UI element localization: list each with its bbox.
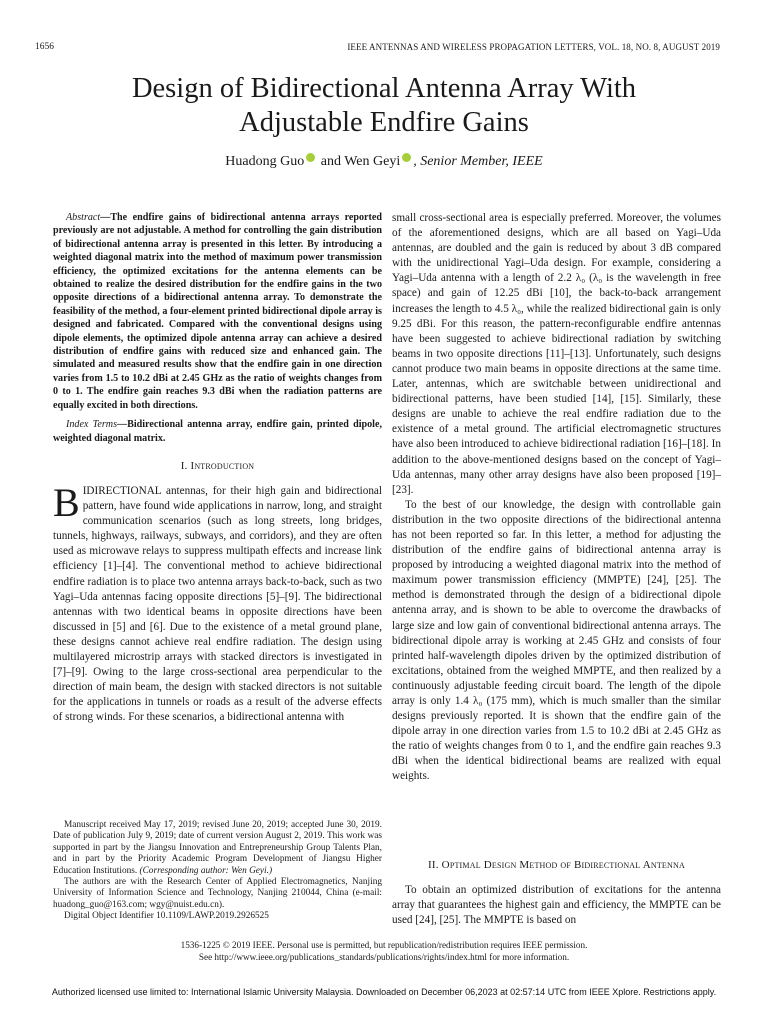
footnote-manuscript	[53, 820, 382, 877]
index-terms-label: Index Terms	[66, 419, 117, 431]
index-terms	[53, 418, 382, 445]
copyright-line-2: See http://www.ieee.org/publications_standards/publications/rights/index.html for more information.	[198, 951, 570, 962]
intro-paragraph-2: To the best of our knowledge, the design with controllable gain distribution in the two opposite directions of the bidirectional antenna has not been reported so far. In this letter, a method for adjusting the distribution of the endfire gains of bidirectional antenna array is proposed by introducing a weighted diagonal matrix into the method of maximum power transmission efficiency (MMPTE) [24], [25]. The method is demonstrated through the design of a bidirectional dipole antenna array, and is shown to be able to overcome the drawbacks of large size and low gain of conventional bidirectional antenna arrays. The bidirectional dipole array is working at 2.45 GHz and consists of four printed half-wavelength dipoles driven by the optimized distribution of excitations, obtained from the weighed MMPTE, and then realized by a continuously adjustable feeding circuit board. The length of the dipole array is only 1.4 λ₀ (175 mm), which is much smaller than the similar designs previously reported. It is shown that the endfire gain of the dipole array in one direction varies from 1.5 to 10.2 dBi at 2.45 GHz as the ratio of weights changes from 0 to 1, and the endfire gain reaches 9.3 dBi when the identical bidirectional beams are realized with equal weights.	[392, 498, 721, 783]
paper-title	[40, 72, 728, 140]
left-column	[53, 211, 382, 726]
section-2-paragraph-1: To obtain an optimized distribution of excitations for the antenna array that guarantees the highest gain and efficiency, the MMPTE can be used [24], [25]. The MMPTE is based on	[392, 884, 721, 927]
section-title: Optimal Design Method of Bidirectional Antenna	[441, 859, 685, 871]
footnote	[53, 820, 382, 923]
orcid-icon[interactable]	[306, 153, 315, 162]
author-name-2: and Wen Geyi	[320, 154, 401, 169]
copyright-line-1: 1536-1225 © 2019 IEEE. Personal use is permitted, but republication/redistribution requires IEEE permission.	[180, 940, 588, 950]
download-notice: Authorized licensed use limited to: International Islamic University Malaysia. Downloaded on December 06,2023 at 02:57:14 UTC from IEEE Xplore. Restrictions apply.	[51, 987, 717, 997]
abstract-text: —The endfire gains of bidirectional antenna arrays reported previously are not adjustable. A method for controlling the gain distribution of bidirectional antenna array is presented in this letter. By introducing a weighted diagonal matrix into the method of maximum power transmission efficiency, the optimized excitations for the antenna elements can be obtained to realize the desired distribution for the endfire gains in the two opposite directions of a bidirectional antenna array. To demonstrate the feasibility of the method, a four-element printed bidirectional dipole array is designed and fabricated. Compared with the conventional designs using dipole elements, the optimized dipole antenna array can achieve a desired distribution of endfire gains with reduced size and enhanced gain. The simulated and measured results show that the endfire gain in one direction varies from 1.5 to 10.2 dBi at 2.45 GHz as the ratio of weights changes from 0 to 1. The endfire gain reaches 9.3 dBi when the radiation patterns are equally excited in both directions.	[53, 212, 382, 411]
abstract	[53, 211, 382, 412]
section-heading-optimal-design	[392, 858, 721, 873]
orcid-icon[interactable]	[402, 153, 411, 162]
intro-paragraph-1-continued: small cross-sectional area is especially preferred. Moreover, the volumes of the aforementioned designs, which are all based on Yagi–Uda antennas, are doubled and the gain is reduced by about 3 dB compared with the unidirectional Yagi–Uda design. For example, considering a Yagi–Uda antenna with a length of 2.2 λ₀ (λ₀ is the wavelength in free space) and gain of 12.25 dBi [10], the back-to-back arrangement increases the length to 4.5 λ₀, while the realized bidirectional gain is only 9.25 dBi. For this reason, the pattern-reconfigurable endfire antennas have been suggested to achieve bidirectional radiation by switching beams in two opposite directions [11]–[13]. Unfortunately, such designs cannot produce two main beams in opposite directions at the same time. Later, antennas, which are switchable between unidirectional and bidirectional patterns, have been studied [14], [15]. Similarly, these designs are unable to achieve the real endfire radiation due to the existence of a metal ground. The artificial electromagnetic structures have also been introduced to achieve bidirectional radiation [16]–[18]. In addition to the above-mentioned designs based on the concept of Yagi–Uda antennas, many other array designs have also been proposed [19]–[23].	[392, 212, 721, 496]
abstract-label: Abstract	[66, 212, 101, 223]
running-header: IEEE ANTENNAS AND WIRELESS PROPAGATION LETTERS, VOL. 18, NO. 8, AUGUST 2019	[347, 42, 720, 52]
intro-paragraph-1-text: IDIRECTIONAL antennas, for their high gain and bidirectional pattern, have found wide applications in narrow, long, and straight communication scenarios (such as long streets, long bridges, tunnels, highways, railways, subways, and corridors), and they are often used as microwave relays to suppress multipath effects and increase link efficiency [1]–[4]. The conventional method to achieve bidirectional endfire radiation is to place two antenna arrays back-to-back, such as two Yagi–Uda antennas facing opposite directions [5]–[9]. The bidirectional antennas with two identical beams in opposite directions have been discussed in [5] and [6]. Due to the existence of a metal ground plane, these designs cannot achieve real endfire radiation. The design using multilayered microstrip arrays with stacked directors is investigated in [7]–[9]. Owing to the large cross-sectional area perpendicular to the direction of main beam, the design with stacked directors is not suitable for the applications in tunnels or roads as a result of the adverse effects of strong winds. For these scenarios, a bidirectional antenna with	[53, 485, 382, 724]
author-affiliation-title: , Senior Member, IEEE	[413, 154, 543, 169]
footnote-affiliation: The authors are with the Research Center of Applied Electromagnetics, Nanjing University of Information Science and Technology, Nanjing 210044, China (e-mail: huadong_guo@163.com; wgy@nuist.edu.cn).	[53, 877, 382, 910]
intro-paragraph-1	[53, 480, 382, 726]
index-terms-text: —Bidirectional antenna array, endfire gain, printed dipole, weighted diagonal matrix.	[53, 419, 382, 444]
footnote-manuscript-text: Manuscript received May 17, 2019; revised June 20, 2019; accepted June 30, 2019. Date of publication July 9, 2019; date of current version August 2, 2019. This work was supported in part by the Jiangsu Innovation and Entrepreneurship Group Talents Plan, and in part by the Priority Academic Program Development of Jiangsu Higher Education Institutions.	[53, 820, 382, 876]
footnote-corresponding: (Corresponding author: Wen Geyi.)	[137, 865, 273, 876]
copyright-notice	[40, 940, 728, 963]
footnote-doi: Digital Object Identifier 10.1109/LAWP.2019.2926525	[64, 911, 269, 922]
title-line-1: Design of Bidirectional Antenna Array With	[131, 73, 637, 104]
author-name-1: Huadong Guo	[225, 154, 305, 169]
section-heading-introduction	[53, 459, 382, 474]
section-numeral: I.	[180, 459, 191, 472]
right-column	[392, 211, 721, 785]
author-line	[40, 153, 728, 170]
drop-cap: B	[53, 480, 80, 525]
page-number: 1656	[35, 42, 54, 52]
section-numeral: II.	[428, 859, 442, 871]
section-2	[392, 858, 721, 928]
section-title: Introduction	[190, 459, 255, 472]
title-line-2: Adjustable Endfire Gains	[239, 107, 529, 138]
